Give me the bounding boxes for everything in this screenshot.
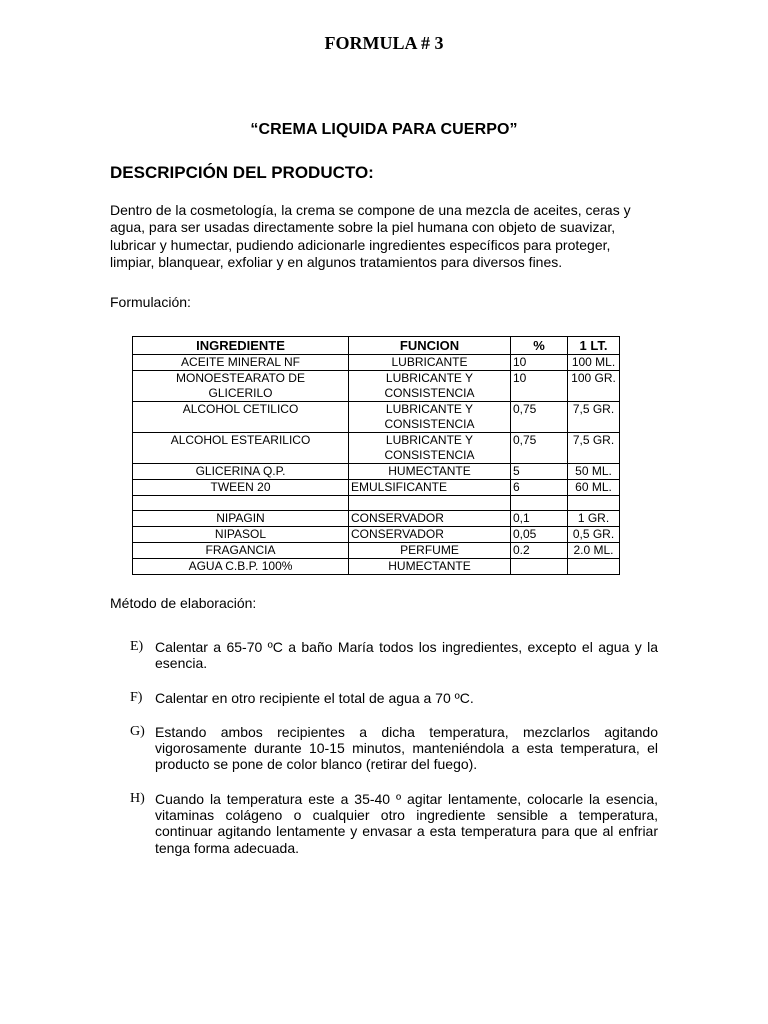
header-function: FUNCION: [349, 337, 511, 355]
ingredient-cell: MONOESTEARATO DE GLICERILO: [133, 371, 349, 402]
function-cell: HUMECTANTE: [349, 464, 511, 480]
quantity-cell: 60 ML.: [568, 480, 620, 496]
table-row: [133, 371, 620, 402]
function-cell: CONSERVADOR: [349, 527, 511, 543]
ingredient-cell: [133, 496, 349, 511]
function-cell: LUBRICANTE Y CONSISTENCIA: [349, 371, 511, 402]
method-step: [130, 639, 658, 672]
ingredient-cell: TWEEN 20: [133, 480, 349, 496]
percent-cell: 6: [511, 480, 568, 496]
step-text: Cuando la temperatura este a 35-40 º agitar lentamente, colocarle la esencia, vitaminas colágeno o cualquier otro ingrediente sensible a temperatura, continuar agitando lentamente y envasar a esta temperatura para que al enfriar tenga forma adecuada.: [155, 790, 658, 856]
function-cell: [349, 496, 511, 511]
table-row: [133, 527, 620, 543]
method-steps: [130, 639, 658, 874]
header-quantity: 1 LT.: [568, 337, 620, 355]
ingredient-cell: GLICERINA Q.P.: [133, 464, 349, 480]
ingredient-cell: ALCOHOL ESTEARILICO: [133, 433, 349, 464]
quantity-cell: [568, 496, 620, 511]
quantity-cell: 0,5 GR.: [568, 527, 620, 543]
step-letter: H): [130, 790, 145, 806]
quantity-cell: 7,5 GR.: [568, 433, 620, 464]
table-row: [133, 433, 620, 464]
ingredient-cell: NIPAGIN: [133, 511, 349, 527]
step-text: Calentar a 65-70 ºC a baño María todos los ingredientes, excepto el agua y la esencia.: [155, 639, 658, 672]
function-cell: EMULSIFICANTE: [349, 480, 511, 496]
step-letter: G): [130, 723, 145, 739]
table-row: [133, 559, 620, 575]
ingredient-cell: AGUA C.B.P. 100%: [133, 559, 349, 575]
quantity-cell: 7,5 GR.: [568, 402, 620, 433]
table-row: [133, 480, 620, 496]
table-row: [133, 402, 620, 433]
quantity-cell: [568, 559, 620, 575]
step-letter: F): [130, 689, 143, 705]
function-cell: LUBRICANTE: [349, 355, 511, 371]
step-text: Estando ambos recipientes a dicha temperatura, mezclarlos agitando vigorosamente durante 10-15 minutos, manteniéndola a esta temperatura, el producto se pone de color blanco (retirar del fuego).: [155, 723, 658, 773]
percent-cell: 0,1: [511, 511, 568, 527]
ingredient-cell: ACEITE MINERAL NF: [133, 355, 349, 371]
percent-cell: 0,05: [511, 527, 568, 543]
function-cell: HUMECTANTE: [349, 559, 511, 575]
percent-cell: 0,75: [511, 402, 568, 433]
formulation-label: Formulación:: [110, 294, 191, 310]
function-cell: LUBRICANTE Y CONSISTENCIA: [349, 433, 511, 464]
percent-cell: [511, 496, 568, 511]
quantity-cell: 100 ML.: [568, 355, 620, 371]
formulation-table: [132, 336, 620, 575]
description-heading: DESCRIPCIÓN DEL PRODUCTO:: [110, 163, 374, 182]
percent-cell: 0,75: [511, 433, 568, 464]
ingredient-cell: ALCOHOL CETILICO: [133, 402, 349, 433]
table-row: [133, 355, 620, 371]
function-cell: CONSERVADOR: [349, 511, 511, 527]
table-body: [133, 355, 620, 575]
method-step: [130, 690, 658, 706]
step-text: Calentar en otro recipiente el total de agua a 70 ºC.: [155, 689, 474, 706]
quantity-cell: 1 GR.: [568, 511, 620, 527]
header-ingredient: INGREDIENTE: [133, 337, 349, 355]
ingredient-cell: NIPASOL: [133, 527, 349, 543]
table-row: [133, 464, 620, 480]
percent-cell: [511, 559, 568, 575]
percent-cell: 10: [511, 371, 568, 402]
method-step: [130, 724, 658, 773]
description-paragraph: Dentro de la cosmetología, la crema se compone de una mezcla de aceites, ceras y agua, para ser usadas directamente sobre la piel humana con objeto de suavizar, lubricar y humectar, pudiendo adicionarle ingredientes específicos para proteger, limpiar, blanquear, exfoliar y en algunos tratamientos para diversos fines.: [110, 202, 631, 270]
table-row: [133, 496, 620, 511]
quantity-cell: 100 GR.: [568, 371, 620, 402]
step-letter: E): [130, 639, 144, 654]
percent-cell: 0.2: [511, 543, 568, 559]
ingredient-cell: FRAGANCIA: [133, 543, 349, 559]
method-label: Método de elaboración:: [110, 595, 257, 611]
table-row: [133, 543, 620, 559]
document-title: FORMULA # 3: [324, 33, 444, 53]
percent-cell: 5: [511, 464, 568, 480]
table-row: [133, 511, 620, 527]
header-percent: %: [511, 337, 568, 355]
percent-cell: 10: [511, 355, 568, 371]
function-cell: LUBRICANTE Y CONSISTENCIA: [349, 402, 511, 433]
table-header-row: [133, 337, 620, 355]
quantity-cell: 50 ML.: [568, 464, 620, 480]
quantity-cell: 2.0 ML.: [568, 543, 620, 559]
function-cell: PERFUME: [349, 543, 511, 559]
product-title: “CREMA LIQUIDA PARA CUERPO”: [250, 121, 518, 138]
method-step: [130, 791, 658, 856]
